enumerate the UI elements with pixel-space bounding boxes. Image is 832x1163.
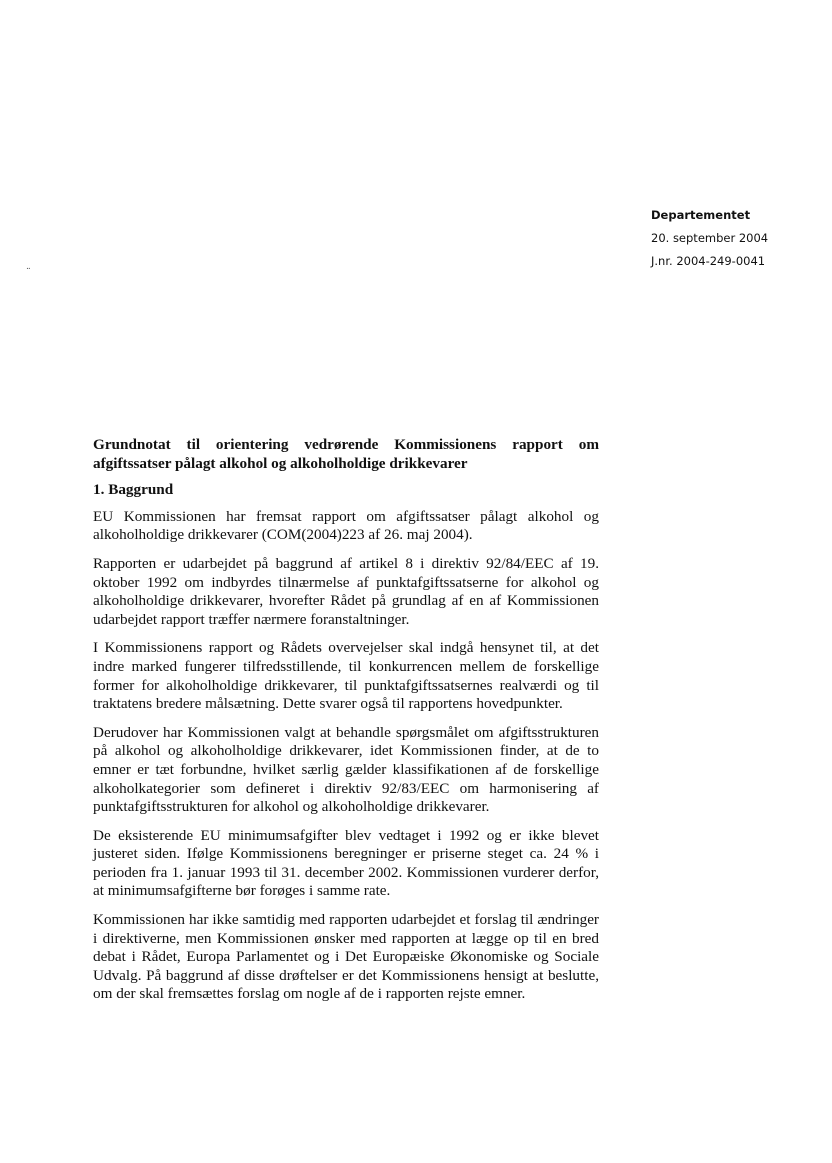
section-heading: 1. Baggrund (93, 481, 174, 499)
paragraph: Derudover har Kommissionen valgt at behandle spørgsmålet om afgiftsstrukturen på alkohol og alkoholholdige drikkevarer, idet Kommissionen finder, at de to emner er tæt forbundne, hvilket særlig gælder klassifikationen af de forskellige alkoholkategorier som defineret i direktiv 92/83/EEC om harmonisering af punktafgiftsstrukturen for alkohol og alkoholholdige drikkevarer. (93, 723, 599, 816)
document-date: 20. september 2004 (651, 231, 769, 245)
margin-mark: .. (26, 262, 30, 272)
department-name: Departementet (651, 208, 751, 222)
document-body (93, 436, 599, 1014)
document-meta (651, 204, 768, 273)
paragraph: De eksisterende EU minimumsafgifter blev vedtaget i 1992 og er ikke blevet justeret siden. Ifølge Kommissionens beregninger er priserne steget ca. 24 % i perioden fra 1. januar 1993 til 31. december 2002. Kommissionen vurderer derfor, at minimumsafgifterne bør forøges i samme rate. (93, 826, 599, 900)
paragraph: EU Kommissionen har fremsat rapport om afgiftssatser pålagt alkohol og alkoholholdige drikkevarer (COM(2004)223 af 26. maj 2004). (93, 507, 599, 544)
paragraph: Rapporten er udarbejdet på baggrund af artikel 8 i direktiv 92/84/EEC af 19. oktober 1992 om indbyrdes tilnærmelse af punktafgiftssatserne for alkohol og alkoholholdige drikkevarer, hvorefter Rådet på grundlag af en af Kommissionen udarbejdet rapport træffer nærmere foranstaltninger. (93, 554, 599, 628)
paragraph: Kommissionen har ikke samtidig med rapporten udarbejdet et forslag til ændringer i direktiverne, men Kommissionen ønsker med rapporten at lægge op til en bred debat i Rådet, Europa Parlamentet og i Det Europæiske Økonomiske og Sociale Udvalg. På baggrund af disse drøftelser er det Kommissionens hensigt at beslutte, om der skal fremsættes forslag om nogle af de i rapporten rejste emner. (93, 911, 599, 1003)
paragraph: I Kommissionens rapport og Rådets overvejelser skal indgå hensynet til, at det indre marked fungerer tilfredsstillende, til konkurrencen mellem de forskellige former for alkoholholdige drikkevarer, til punktafgiftssatsernes realværdi og til traktatens bredere målsætning. Dette svarer også til rapportens hovedpunkter. (93, 639, 599, 713)
document-title: Grundnotat til orientering vedrørende Kommissionens rapport om afgiftssatser pålagt alkohol og alkoholholdige drikkevarer (93, 436, 599, 472)
journal-number: J.nr. 2004-249-0041 (651, 254, 766, 268)
